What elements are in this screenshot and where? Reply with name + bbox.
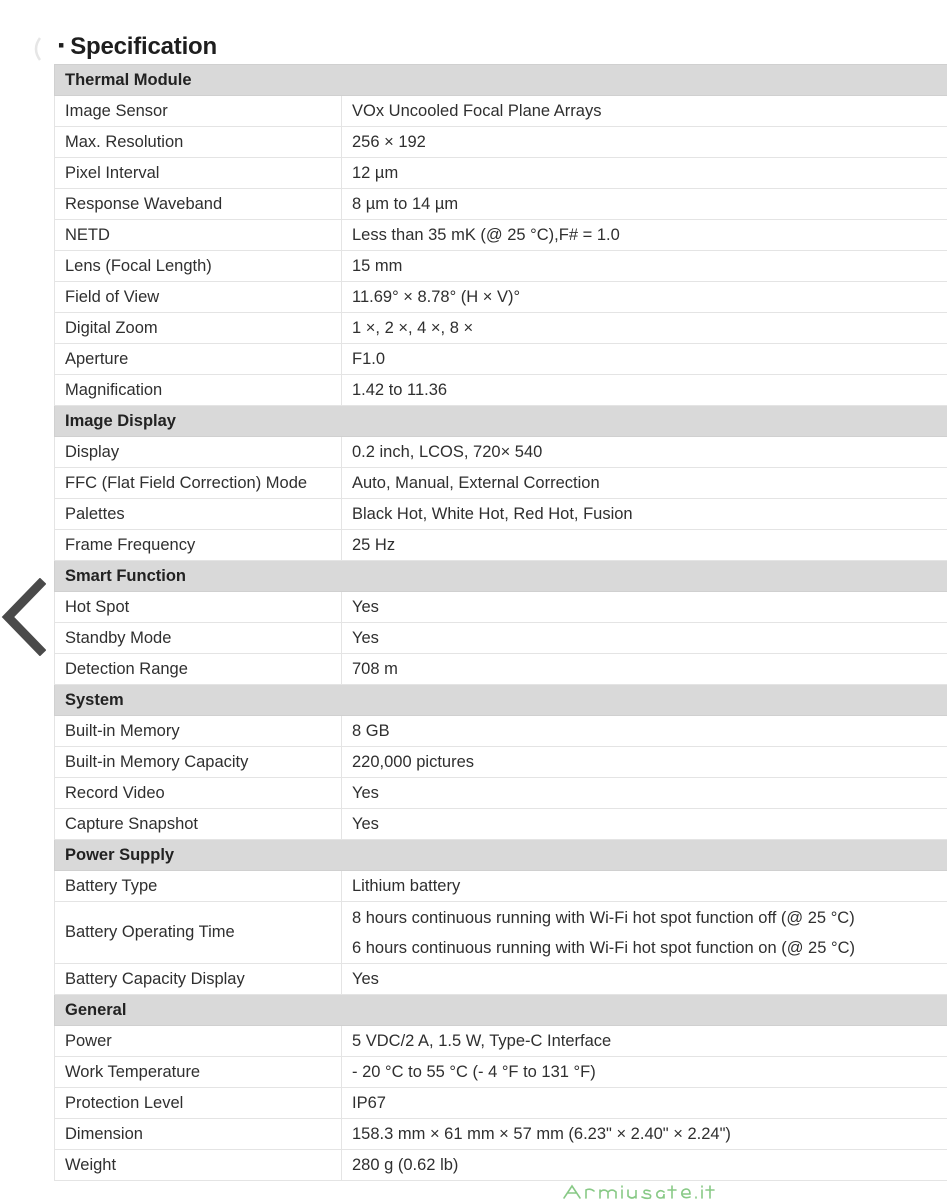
spec-label: Frame Frequency <box>55 530 342 561</box>
spec-value-line: 6 hours continuous running with Wi-Fi hot spot function on (@ 25 °C) <box>352 938 856 957</box>
spec-label: Built-in Memory Capacity <box>55 747 342 778</box>
table-row <box>55 716 947 747</box>
page-title <box>58 33 217 61</box>
spec-label: Battery Operating Time <box>55 902 342 964</box>
spec-value: Less than 35 mK (@ 25 °C),F# = 1.0 <box>342 220 947 251</box>
section-title: Power Supply <box>55 840 947 871</box>
table-row <box>55 778 947 809</box>
spec-value: 256 × 192 <box>342 127 947 158</box>
table-row <box>55 871 947 902</box>
spec-value: 1.42 to 11.36 <box>342 375 947 406</box>
specification-table <box>54 64 947 1181</box>
section-header-row <box>55 561 947 592</box>
spec-label: Hot Spot <box>55 592 342 623</box>
spec-value: 8 GB <box>342 716 947 747</box>
spec-label: Power <box>55 1026 342 1057</box>
spec-label: Max. Resolution <box>55 127 342 158</box>
table-row <box>55 530 947 561</box>
spec-label: Weight <box>55 1150 342 1181</box>
table-row <box>55 189 947 220</box>
spec-value: 5 VDC/2 A, 1.5 W, Type-C Interface <box>342 1026 947 1057</box>
spec-value: 11.69° × 8.78° (H × V)° <box>342 282 947 313</box>
spec-value: 1 ×, 2 ×, 4 ×, 8 × <box>342 313 947 344</box>
spec-value: Auto, Manual, External Correction <box>342 468 947 499</box>
spec-label: Record Video <box>55 778 342 809</box>
spec-label: Digital Zoom <box>55 313 342 344</box>
spec-label: Protection Level <box>55 1088 342 1119</box>
spec-label: Display <box>55 437 342 468</box>
chevron-left-icon <box>0 578 46 656</box>
spec-value: 158.3 mm × 61 mm × 57 mm (6.23" × 2.40" × 2.24") <box>342 1119 947 1150</box>
spec-value: 708 m <box>342 654 947 685</box>
spec-label: NETD <box>55 220 342 251</box>
table-row <box>55 1026 947 1057</box>
spec-label: Built-in Memory <box>55 716 342 747</box>
table-row <box>55 220 947 251</box>
spec-label: Lens (Focal Length) <box>55 251 342 282</box>
spec-label: Image Sensor <box>55 96 342 127</box>
spec-label: Capture Snapshot <box>55 809 342 840</box>
spec-value: Yes <box>342 623 947 654</box>
table-row <box>55 654 947 685</box>
title-text: Specification <box>70 33 217 60</box>
table-row <box>55 344 947 375</box>
ghost-bracket-icon <box>30 36 42 62</box>
spec-label: Palettes <box>55 499 342 530</box>
spec-value: - 20 °C to 55 °C (- 4 °F to 131 °F) <box>342 1057 947 1088</box>
section-header-row <box>55 65 947 96</box>
table-row <box>55 313 947 344</box>
table-row <box>55 902 947 964</box>
table-row <box>55 127 947 158</box>
spec-value: 0.2 inch, LCOS, 720× 540 <box>342 437 947 468</box>
section-title: Image Display <box>55 406 947 437</box>
spec-value-multiline <box>342 902 947 964</box>
table-row <box>55 375 947 406</box>
spec-value: IP67 <box>342 1088 947 1119</box>
table-row <box>55 1119 947 1150</box>
spec-label: FFC (Flat Field Correction) Mode <box>55 468 342 499</box>
spec-value: 12 µm <box>342 158 947 189</box>
section-title: Thermal Module <box>55 65 947 96</box>
spec-label: Battery Type <box>55 871 342 902</box>
spec-label: Dimension <box>55 1119 342 1150</box>
watermark-logo <box>560 1184 920 1200</box>
spec-value: F1.0 <box>342 344 947 375</box>
section-header-row <box>55 995 947 1026</box>
table-row <box>55 468 947 499</box>
spec-value: Yes <box>342 592 947 623</box>
spec-value: 220,000 pictures <box>342 747 947 778</box>
table-row <box>55 251 947 282</box>
spec-label: Magnification <box>55 375 342 406</box>
table-row <box>55 1088 947 1119</box>
spec-label: Battery Capacity Display <box>55 964 342 995</box>
table-row <box>55 437 947 468</box>
spec-value: Yes <box>342 809 947 840</box>
spec-value: Black Hot, White Hot, Red Hot, Fusion <box>342 499 947 530</box>
spec-label: Standby Mode <box>55 623 342 654</box>
section-header-row <box>55 685 947 716</box>
section-header-row <box>55 406 947 437</box>
spec-value: 280 g (0.62 lb) <box>342 1150 947 1181</box>
table-row <box>55 158 947 189</box>
spec-label: Detection Range <box>55 654 342 685</box>
spec-value: 15 mm <box>342 251 947 282</box>
table-row <box>55 1150 947 1181</box>
spec-value: 25 Hz <box>342 530 947 561</box>
previous-button[interactable] <box>0 578 46 656</box>
spec-label: Pixel Interval <box>55 158 342 189</box>
spec-label: Field of View <box>55 282 342 313</box>
section-title: System <box>55 685 947 716</box>
table-row <box>55 1057 947 1088</box>
spec-label: Response Waveband <box>55 189 342 220</box>
spec-value: Yes <box>342 964 947 995</box>
section-title: General <box>55 995 947 1026</box>
spec-value: Yes <box>342 778 947 809</box>
title-bullet: ▪ <box>58 35 65 55</box>
table-row <box>55 809 947 840</box>
table-row <box>55 96 947 127</box>
section-header-row <box>55 840 947 871</box>
table-row <box>55 964 947 995</box>
table-row <box>55 747 947 778</box>
spec-value: Lithium battery <box>342 871 947 902</box>
table-row <box>55 282 947 313</box>
table-row <box>55 499 947 530</box>
section-title: Smart Function <box>55 561 947 592</box>
table-row <box>55 623 947 654</box>
spec-value: 8 µm to 14 µm <box>342 189 947 220</box>
spec-label: Work Temperature <box>55 1057 342 1088</box>
table-row <box>55 592 947 623</box>
spec-value-line: 8 hours continuous running with Wi-Fi hot spot function off (@ 25 °C) <box>352 908 855 927</box>
spec-label: Aperture <box>55 344 342 375</box>
spec-value: VOx Uncooled Focal Plane Arrays <box>342 96 947 127</box>
